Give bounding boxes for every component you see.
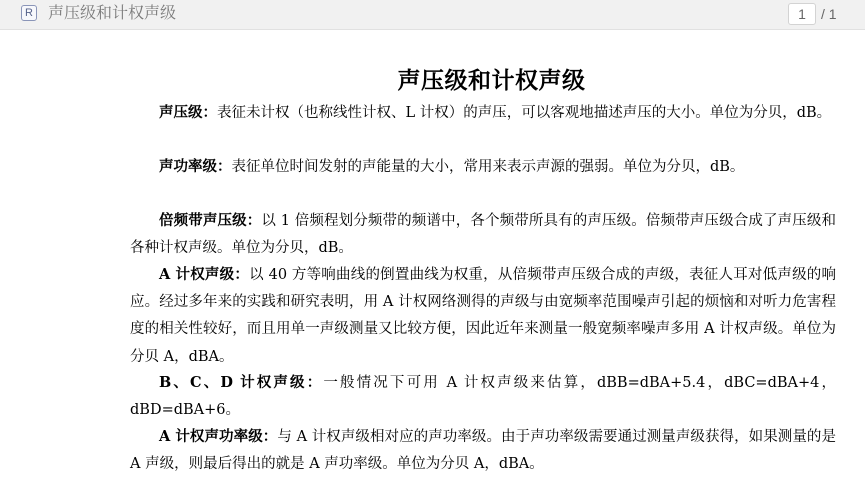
paragraph-text: 以 40 方等响曲线的倒置曲线为权重，从倍频带声压级合成的声级，表征人耳对低声级的响应。经过多年来的实践和研究表明，用 A 计权网络测得的声级与由宽频率范围噪声引起的烦恼和对听力危害程度的相关性较好，而且用单一声级测量又比较方便，因此近年来测量一般宽频率噪声多用 A 计权声级。单位为分贝 A，dBA。: [130, 267, 836, 365]
paragraph-term: B、C、D 计权声级：: [159, 374, 324, 391]
paragraph-term: A 计权声功率级：: [159, 428, 278, 445]
paragraph-octave-band-level: [130, 207, 836, 262]
paragraph-bcd-weighted-level: [130, 369, 836, 424]
viewer-toolbar: [0, 0, 865, 30]
paragraph-a-weighted-level: [130, 261, 836, 371]
document-page: [0, 31, 865, 487]
paragraph-text: 表征未计权（也称线性计权、L 计权）的声压，可以客观地描述声压的大小。单位为分贝，dB。: [217, 105, 832, 121]
page-number-input[interactable]: 1: [788, 3, 816, 25]
paragraph-term: 声功率级：: [159, 158, 232, 175]
paragraph-term: 声压级：: [159, 104, 217, 121]
paragraph-term: 倍频带声压级：: [159, 212, 262, 229]
paragraph-text: 一般情况下可用 A 计权声级来估算，dBB=dBA+5.4，dBC=dBA+4，dBD=dBA+6。: [130, 375, 836, 419]
page-count: / 1: [821, 6, 837, 22]
paragraph-text: 与 A 计权声级相对应的声功率级。由于声功率级需要通过测量声级获得，如果测量的是 A 声级，则最后得出的就是 A 声功率级。单位为分贝 A，dBA。: [130, 429, 836, 473]
paragraph-term: A 计权声级：: [159, 266, 250, 283]
paragraph-sound-power-level: [130, 153, 836, 181]
document-title: 声压级和计权声级: [397, 68, 586, 94]
document-icon: R: [21, 5, 37, 21]
paragraph-text: 以 1 倍频程划分频带的频谱中，各个频带所具有的声压级。倍频带声压级合成了声压级和各种计权声级。单位为分贝，dB。: [130, 213, 836, 257]
paragraph-sound-pressure-level: [130, 99, 836, 127]
document-name: 声压级和计权声级: [48, 5, 177, 22]
paragraph-text: 表征单位时间发射的声能量的大小，常用来表示声源的强弱。单位为分贝，dB。: [231, 159, 745, 175]
paragraph-a-weighted-power-level: [130, 423, 836, 478]
